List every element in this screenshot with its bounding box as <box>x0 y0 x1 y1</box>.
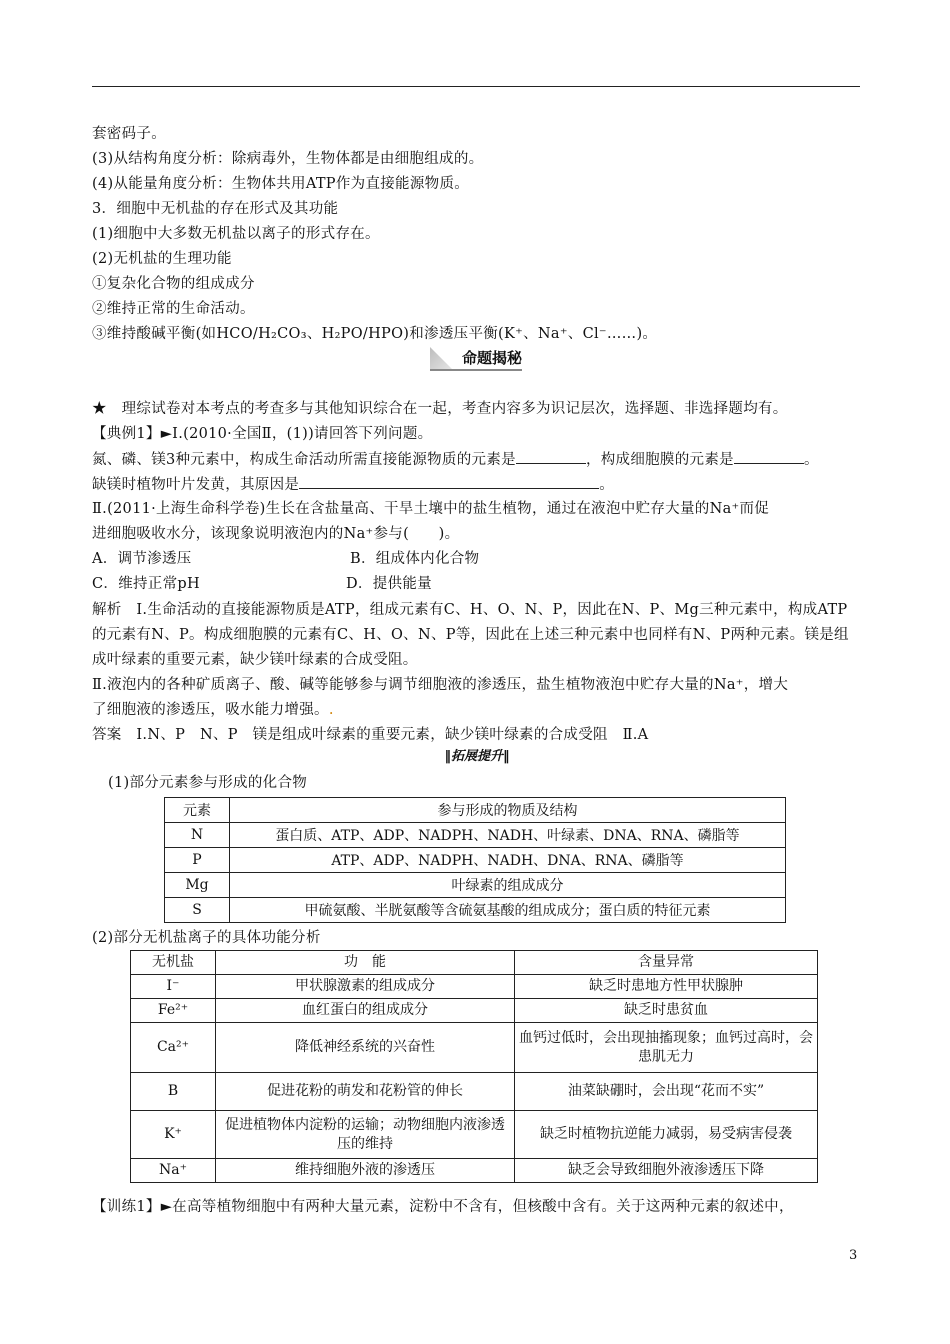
answer-blank <box>299 474 599 489</box>
option-b: B．组成体内化合物 <box>350 551 480 567</box>
table-cell: Mg <box>165 873 230 898</box>
section-heading-text: 命题揭秘 <box>461 349 522 367</box>
question-line-1 <box>92 449 819 470</box>
table-cell: Ca²⁺ <box>131 1023 216 1073</box>
section-heading-mingti <box>430 345 522 371</box>
table-row <box>165 873 786 898</box>
table-header-cell: 参与形成的物质及结构 <box>230 798 786 823</box>
analysis-line: 的元素有N、P。构成细胞膜的元素有C、H、O、N、P等，因此在上述三种元素中也同样有N、P两种元素。镁是组 <box>92 627 849 643</box>
table-cell: 油菜缺硼时，会出现“花而不实” <box>515 1073 818 1111</box>
table-row <box>131 1023 818 1073</box>
table-cell: B <box>131 1073 216 1111</box>
table-header-cell: 含量异常 <box>515 951 818 975</box>
table-cell: 降低神经系统的兴奋性 <box>216 1023 515 1073</box>
text-line: 套密码子。 <box>92 126 166 142</box>
table-header-row <box>131 951 818 975</box>
text-line: 3．细胞中无机盐的存在形式及其功能 <box>92 201 339 217</box>
text-line: (2)无机盐的生理功能 <box>92 251 232 267</box>
table-cell: Fe²⁺ <box>131 999 216 1023</box>
table-row <box>165 848 786 873</box>
page-number: 3 <box>849 1248 858 1263</box>
table-row <box>165 823 786 848</box>
table-row <box>131 1073 818 1111</box>
element-compound-table <box>164 797 786 923</box>
answer-line: 答案 Ⅰ.N、P N、P 镁是组成叶绿素的重要元素，缺少镁叶绿素的合成受阻 Ⅱ.A <box>92 727 649 743</box>
table-cell: 血红蛋白的组成成分 <box>216 999 515 1023</box>
example-title: 【典例1】►Ⅰ.(2010·全国Ⅱ，(1))请回答下列问题。 <box>92 426 433 442</box>
table-row <box>131 975 818 999</box>
table-cell: I⁻ <box>131 975 216 999</box>
table-row <box>131 999 818 1023</box>
table-cell: Na⁺ <box>131 1159 216 1183</box>
heading-underline <box>430 369 522 371</box>
question-text: 。 <box>599 477 615 493</box>
question-text: 缺镁时植物叶片发黄，其原因是 <box>92 477 300 493</box>
section-heading-tuozhan: ‖拓展提升‖ <box>444 749 510 764</box>
table-cell: 叶绿素的组成成分 <box>230 873 786 898</box>
table-header-cell: 功 能 <box>216 951 515 975</box>
training-line: 【训练1】►在高等植物细胞中有两种大量元素，淀粉中不含有，但核酸中含有。关于这两种元素的叙述中， <box>92 1199 794 1215</box>
question-line-2 <box>92 474 614 495</box>
question-2-line-1: Ⅱ.(2011·上海生命科学卷)生长在含盐量高、干旱土壤中的盐生植物，通过在液泡中贮存大量的Na⁺而促 <box>92 501 770 517</box>
option-d: D．提供能量 <box>346 576 432 592</box>
table-cell: 缺乏时患地方性甲状腺肿 <box>515 975 818 999</box>
table-row <box>131 1159 818 1183</box>
question-text: 。 <box>803 452 819 468</box>
table-header-row <box>165 798 786 823</box>
answer-blank <box>516 449 586 464</box>
table-cell: 维持细胞外液的渗透压 <box>216 1159 515 1183</box>
question-text: 氮、磷、镁3种元素中，构成生命活动所需直接能源物质的元素是 <box>92 452 516 468</box>
table-cell: 缺乏会导致细胞外液渗透压下降 <box>515 1159 818 1183</box>
table-cell: 缺乏时植物抗逆能力减弱，易受病害侵袭 <box>515 1111 818 1159</box>
table2-caption: (2)部分无机盐离子的具体功能分析 <box>92 930 321 946</box>
answer-blank <box>734 449 804 464</box>
table-cell: P <box>165 848 230 873</box>
table-cell: 甲硫氨酸、半胱氨酸等含硫氨基酸的组成成分；蛋白质的特征元素 <box>230 898 786 923</box>
corner-decoration-icon <box>430 347 452 369</box>
table1-caption: (1)部分元素参与形成的化合物 <box>108 775 308 791</box>
question-text: ，构成细胞膜的元素是 <box>585 452 734 468</box>
option-c: C．维持正常pH <box>92 576 200 592</box>
inorganic-salt-table <box>130 950 818 1183</box>
table-cell: 促进植物体内淀粉的运输；动物细胞内液渗透压的维持 <box>216 1111 515 1159</box>
analysis-line: 解析 Ⅰ.生命活动的直接能源物质是ATP，组成元素有C、H、O、N、P，因此在N、P、Mg三种元素中，构成ATP <box>92 602 848 618</box>
table-header-cell: 元素 <box>165 798 230 823</box>
table-cell: 蛋白质、ATP、ADP、NADPH、NADH、叶绿素、DNA、RNA、磷脂等 <box>230 823 786 848</box>
header-rule <box>92 86 860 87</box>
table-cell: ATP、ADP、NADPH、NADH、DNA、RNA、磷脂等 <box>230 848 786 873</box>
table-cell: 甲状腺激素的组成成分 <box>216 975 515 999</box>
table-row <box>131 1111 818 1159</box>
table-row <box>165 898 786 923</box>
text-line: ③维持酸碱平衡(如HCO/H₂CO₃、H₂PO/HPO)和渗透压平衡(K⁺、Na⁺、Cl⁻……)。 <box>92 326 658 342</box>
table-header-cell: 无机盐 <box>131 951 216 975</box>
analysis-text: 了细胞液的渗透压，吸水能力增强。 <box>92 702 329 718</box>
table-cell: S <box>165 898 230 923</box>
analysis-line <box>92 700 334 720</box>
text-line: ②维持正常的生命活动。 <box>92 301 255 317</box>
text-line: (3)从结构角度分析：除病毒外，生物体都是由细胞组成的。 <box>92 151 484 167</box>
text-line: (1)细胞中大多数无机盐以离子的形式存在。 <box>92 226 380 242</box>
question-2-line-2: 进细胞吸收水分，该现象说明液泡内的Na⁺参与( )。 <box>92 526 460 542</box>
option-a: A．调节渗透压 <box>92 551 192 567</box>
table-cell: K⁺ <box>131 1111 216 1159</box>
text-line: (4)从能量角度分析：生物体共用ATP作为直接能源物质。 <box>92 176 470 192</box>
table-cell: 血钙过低时，会出现抽搐现象；血钙过高时，会患肌无力 <box>515 1023 818 1073</box>
analysis-line: 成叶绿素的重要元素，缺少镁叶绿素的合成受阻。 <box>92 652 418 668</box>
analysis-line: Ⅱ.液泡内的各种矿质离子、酸、碱等能够参与调节细胞液的渗透压，盐生植物液泡中贮存大量的Na⁺，增大 <box>92 677 789 693</box>
table-cell: N <box>165 823 230 848</box>
mark-dot-icon: . <box>328 702 334 718</box>
text-line: ①复杂化合物的组成成分 <box>92 276 255 292</box>
table-cell: 促进花粉的萌发和花粉管的伸长 <box>216 1073 515 1111</box>
table-cell: 缺乏时患贫血 <box>515 999 818 1023</box>
star-line: ★ 理综试卷对本考点的考查多与其他知识综合在一起，考查内容多为识记层次，选择题、非选择题均有。 <box>92 401 788 417</box>
